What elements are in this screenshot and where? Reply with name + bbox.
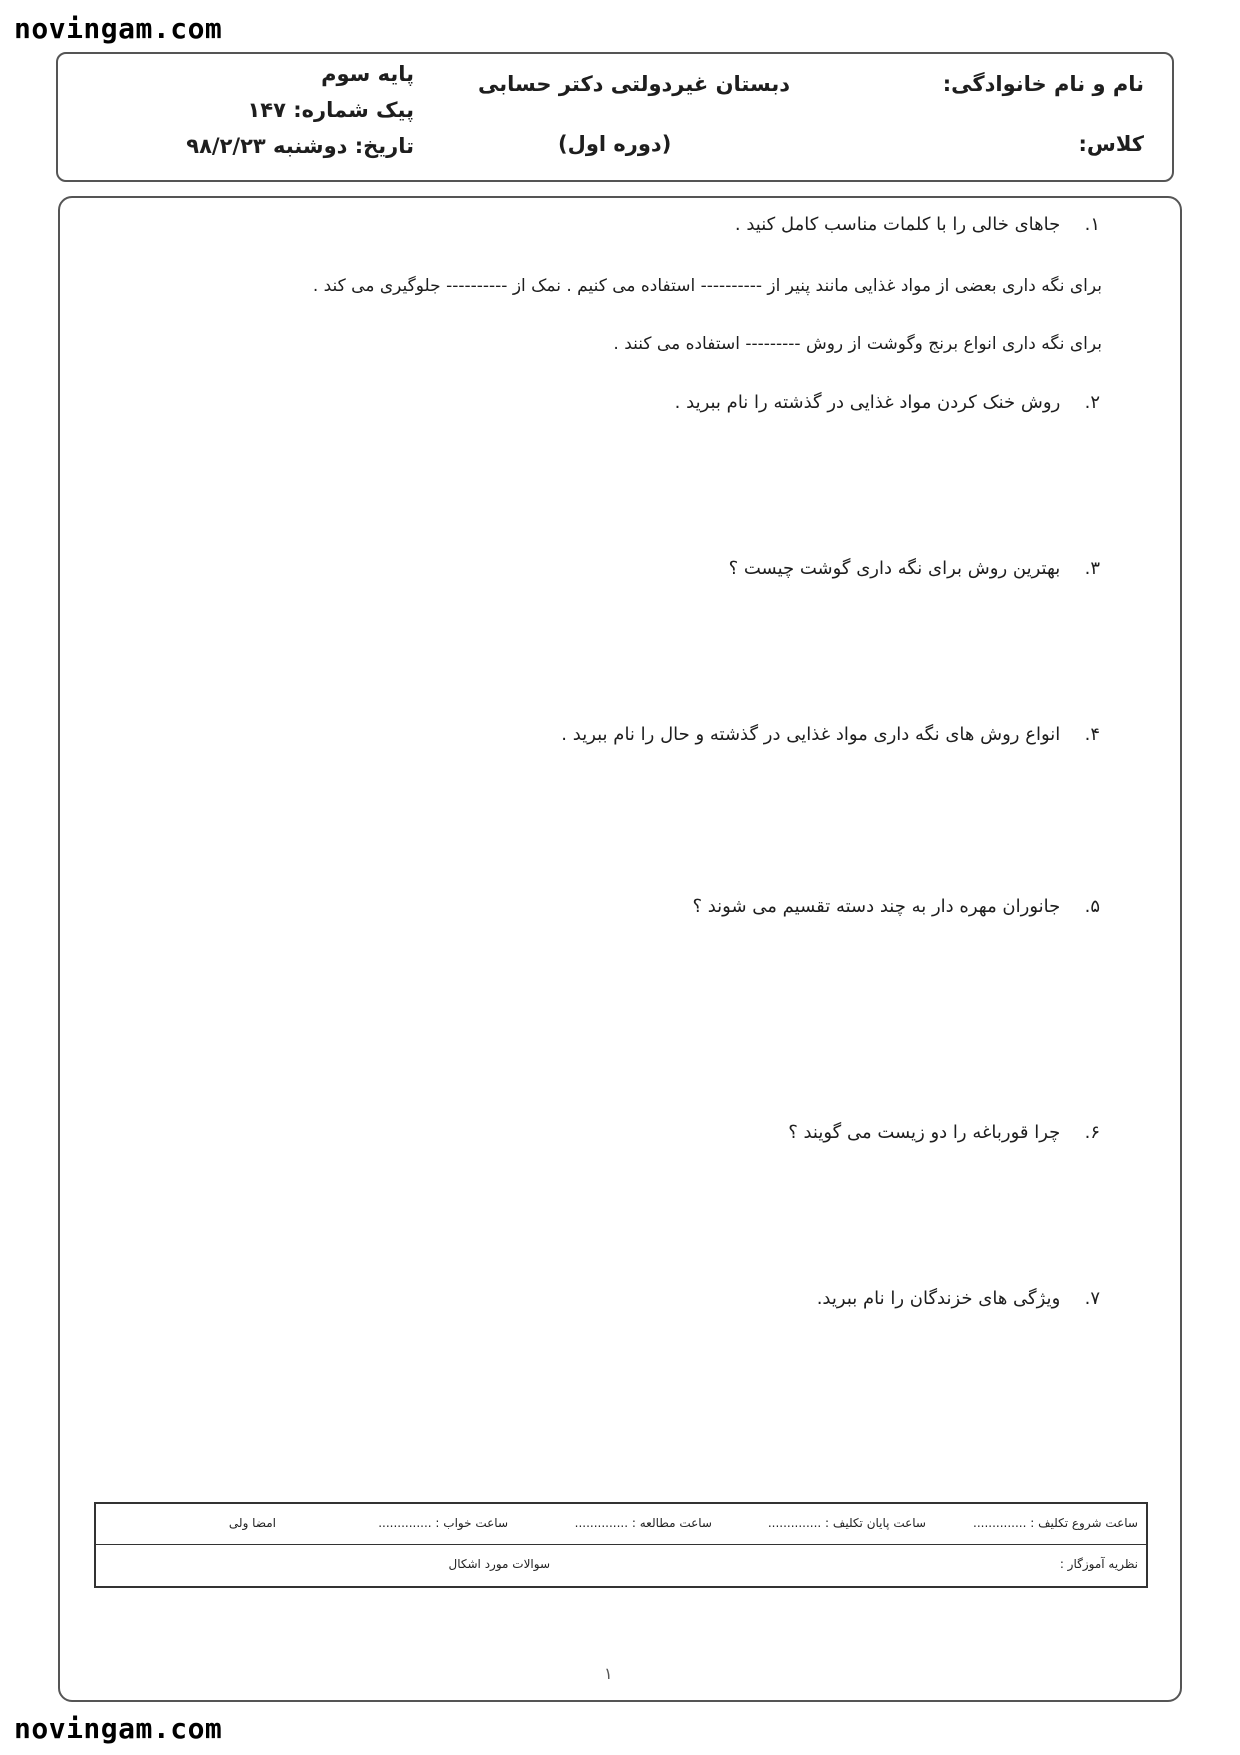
parent-signature-label: امضا ولی [228,1516,276,1530]
start-time-field: ساعت شروع تکلیف : .............. [973,1516,1138,1530]
question-number: ۶. [1084,1122,1100,1143]
school-name: دبستان غیردولتی دکتر حسابی [478,72,791,96]
question-7 [817,1288,1100,1309]
watermark-top: novingam.com [14,12,223,45]
fill-line-2: برای نگه داری انواع برنج وگوشت از روش --------- استفاده می کنند . [613,334,1102,354]
question-text: ویژگی های خزندگان را نام ببرید. [816,1288,1061,1309]
class-label: کلاس: [1078,132,1144,156]
question-text: چرا قورباغه را دو زیست می گویند ؟ [788,1122,1061,1143]
student-name-label: نام و نام خانوادگی: [942,72,1144,96]
question-number: ۱. [1084,214,1100,235]
question-text: انواع روش های نگه داری مواد غذایی در گذشته و حال را نام ببرید . [561,724,1061,745]
question-text: جانوران مهره دار به چند دسته تقسیم می شوند ؟ [692,896,1061,917]
question-number: ۳. [1084,558,1100,579]
question-text: بهترین روش برای نگه داری گوشت چیست ؟ [728,558,1061,579]
watermark-bottom: novingam.com [14,1712,223,1745]
question-3 [729,558,1100,579]
homework-log-row-times [96,1504,1146,1545]
question-5 [692,896,1100,917]
fill-line-1: برای نگه داری بعضی از مواد غذایی مانند پنیر از ---------- استفاده می کنیم . نمک از ---------- جلوگیری می کند . [312,276,1102,296]
sleep-time-field: ساعت خواب : .............. [378,1516,508,1530]
homework-log-row-notes [96,1545,1146,1586]
homework-log-table [94,1502,1148,1588]
question-text: جاهای خالی را با کلمات مناسب کامل کنید . [734,214,1061,235]
worksheet-body [58,196,1182,1702]
question-6 [788,1122,1100,1143]
question-number: ۵. [1084,896,1100,917]
question-2 [675,392,1100,413]
problem-questions-label: سوالات مورد اشکال [448,1557,550,1571]
grade-label: پایه سوم [321,62,414,86]
question-number: ۷. [1084,1288,1100,1309]
header-box [56,52,1174,182]
period-label: (دوره اول) [558,132,672,156]
teacher-comment-label: نظریه آموزگار : [1059,1557,1138,1571]
question-number: ۴. [1084,724,1100,745]
end-time-field: ساعت پایان تکلیف : .............. [767,1516,926,1530]
question-1 [735,214,1100,235]
question-number: ۲. [1084,392,1100,413]
date-label: تاریخ: دوشنبه ۹۸/۲/۲۳ [186,134,414,158]
question-4 [561,724,1100,745]
pack-number: پیک شماره: ۱۴۷ [247,98,414,122]
study-time-field: ساعت مطالعه : .............. [574,1516,712,1530]
page-number: ۱ [604,1664,613,1683]
question-text: روش خنک کردن مواد غذایی در گذشته را نام ببرید . [674,392,1061,413]
